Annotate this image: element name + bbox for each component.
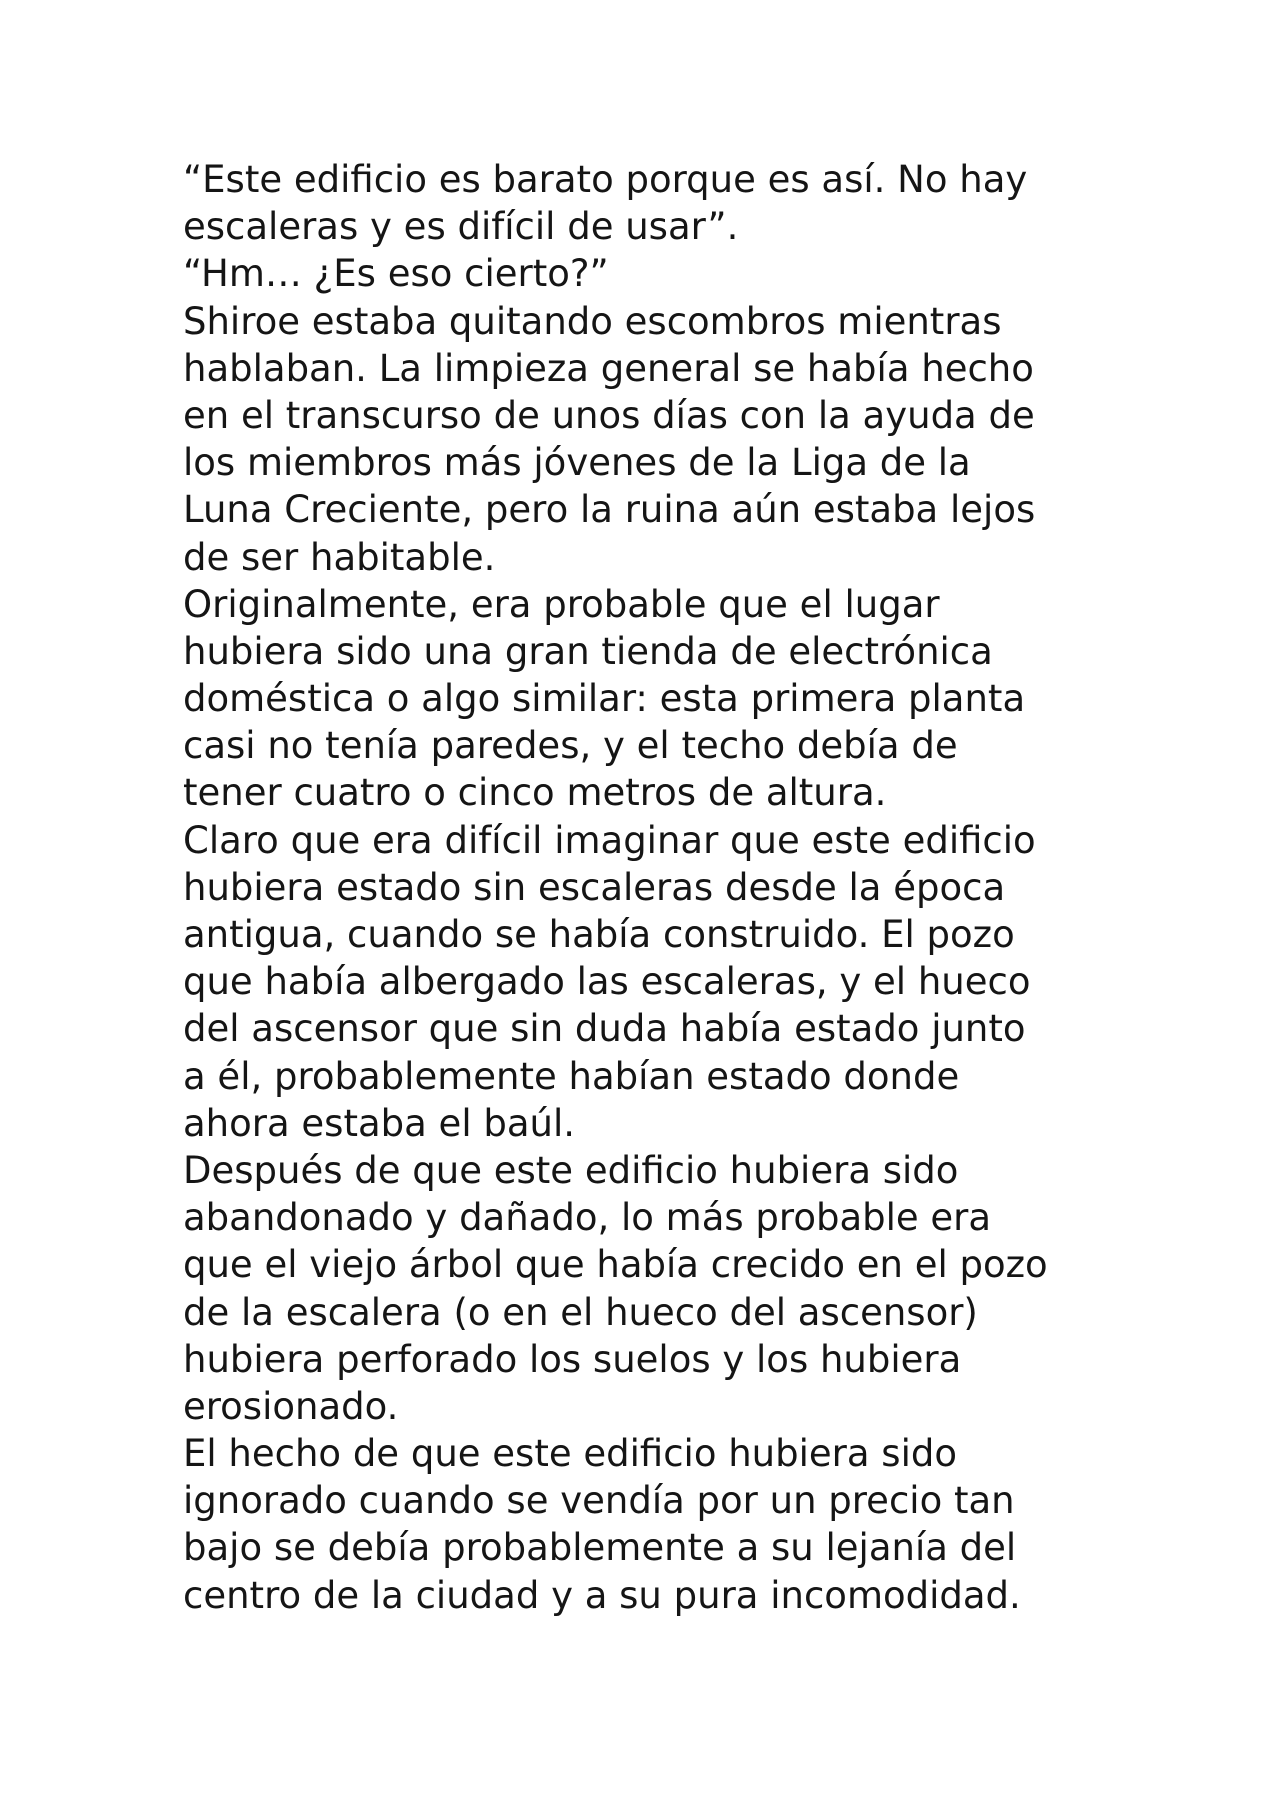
text-line: de la escalera (o en el hueco del ascensor) (183, 1290, 978, 1334)
text-line: El hecho de que este edificio hubiera sido (183, 1432, 957, 1476)
text-line: abandonado y dañado, lo más probable era (183, 1196, 992, 1240)
text-line: los miembros más jóvenes de la Liga de la (183, 441, 971, 485)
text-line: Después de que este edificio hubiera sido (183, 1148, 959, 1192)
text-line: a él, probablemente habían estado donde (183, 1054, 960, 1098)
text-line: que el viejo árbol que había crecido en el pozo (183, 1243, 1048, 1287)
text-line: doméstica o algo similar: esta primera planta (183, 677, 1026, 721)
text-line: hablaban. La limpieza general se había hecho (183, 346, 1034, 390)
text-line: del ascensor que sin duda había estado junto (183, 1007, 1026, 1051)
body-text (183, 156, 1113, 1619)
text-line: hubiera sido una gran tienda de electrónica (183, 629, 993, 673)
text-line: de ser habitable. (183, 535, 496, 579)
text-line: hubiera estado sin escaleras desde la época (183, 865, 1006, 909)
text-line: que había albergado las escaleras, y el hueco (183, 960, 1031, 1004)
text-line: antigua, cuando se había construido. El pozo (183, 913, 1015, 956)
text-line: bajo se debía probablemente a su lejanía del (183, 1526, 1017, 1570)
text-line: erosionado. (183, 1384, 399, 1428)
text-line: Luna Creciente, pero la ruina aún estaba lejos (183, 488, 1036, 532)
text-line: en el transcurso de unos días con la ayuda de (183, 393, 1035, 437)
text-line: ahora estaba el baúl. (183, 1101, 576, 1145)
text-line: Shiroe estaba quitando escombros mientras (183, 299, 1002, 343)
text-line: centro de la ciudad y a su pura incomodidad. (183, 1573, 1021, 1617)
text-line: “Este edificio es barato porque es así. No hay (183, 158, 1028, 201)
text-line: ignorado cuando se vendía por un precio tan (183, 1479, 1015, 1523)
text-line: casi no tenía paredes, y el techo debía de (183, 724, 958, 768)
text-line: “Hm… ¿Es eso cierto?” (183, 252, 609, 296)
text-line: Claro que era difícil imaginar que este edificio (183, 818, 1036, 862)
text-line: escaleras y es difícil de usar”. (183, 205, 739, 249)
text-line: hubiera perforado los suelos y los hubiera (183, 1337, 962, 1381)
text-line: tener cuatro o cinco metros de altura. (183, 771, 887, 815)
text-line: Originalmente, era probable que el lugar (183, 582, 940, 626)
